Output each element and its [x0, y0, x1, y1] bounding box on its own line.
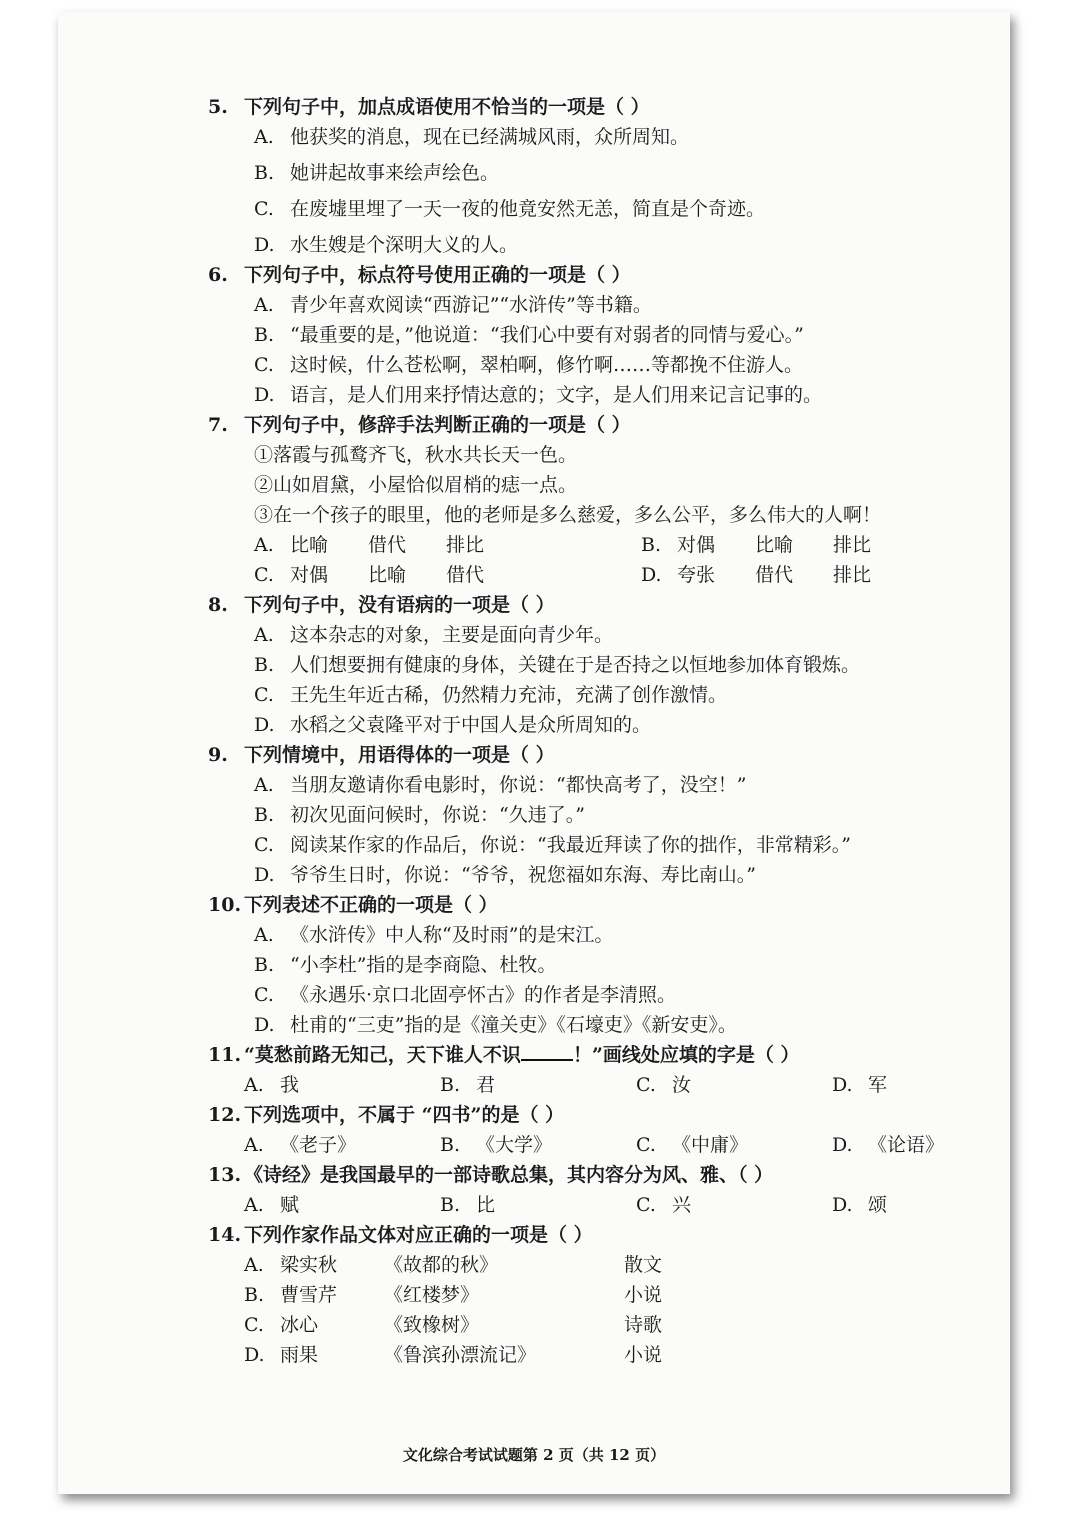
option-label: C.: [254, 984, 274, 1006]
question-8: [208, 590, 1028, 740]
option-a: [208, 290, 1028, 320]
option-term: 比喻: [290, 534, 329, 556]
option-label: C.: [254, 834, 274, 856]
option-b: [440, 1190, 636, 1220]
option-term: 借代: [368, 534, 407, 556]
question-stem: 下列选项中，不属于 “四书”的是（ ）: [244, 1104, 565, 1126]
option-c: [254, 560, 641, 590]
option-label: D.: [641, 564, 662, 586]
option-term: 排比: [446, 534, 485, 556]
option-genre: 小说: [624, 1344, 663, 1366]
option-a: [208, 620, 1028, 650]
question-12: [208, 1100, 1028, 1160]
option-a: [244, 1130, 440, 1160]
option-term: 夸张: [677, 564, 716, 586]
option-genre: 散文: [624, 1254, 663, 1276]
option-d: [208, 230, 1028, 260]
option-term: 排比: [833, 564, 872, 586]
option-d: [208, 710, 1028, 740]
option-text: 在废墟里埋了一天一夜的他竟安然无恙，简直是个奇迹。: [290, 198, 766, 220]
option-label: B.: [254, 654, 275, 676]
question-number: 12.: [208, 1104, 242, 1126]
question-number: 11.: [208, 1044, 242, 1066]
option-b: [208, 800, 1028, 830]
question-stem: 下列表述不正确的一项是（ ）: [244, 894, 498, 916]
option-text: 青少年喜欢阅读“西游记”“水浒传”等书籍。: [290, 294, 652, 316]
option-label: A.: [244, 1254, 264, 1276]
question-number: 5.: [208, 96, 228, 118]
option-text: 《大学》: [476, 1134, 553, 1156]
question-5: [208, 92, 1028, 260]
option-term: 比喻: [755, 534, 794, 556]
fill-blank-line: [521, 1041, 573, 1061]
option-text: 水稻之父袁隆平对于中国人是众所周知的。: [290, 714, 652, 736]
option-d: [208, 380, 1028, 410]
option-text: 《永遇乐·京口北固亭怀古》的作者是李清照。: [290, 984, 677, 1006]
option-work: 《鲁滨孙漂流记》: [384, 1344, 537, 1366]
option-work: 《红楼梦》: [384, 1284, 480, 1306]
option-text: 这本杂志的对象，主要是面向青少年。: [290, 624, 614, 646]
page-footer: 文化综合考试试题第 2 页（共 12 页）: [402, 1446, 666, 1464]
option-text: 他获奖的消息，现在已经满城风雨，众所周知。: [290, 126, 690, 148]
option-label: A.: [244, 1074, 264, 1096]
option-c: [636, 1190, 832, 1220]
question-stem: 下列句子中，修辞手法判断正确的一项是（ ）: [244, 414, 631, 436]
option-label: C.: [254, 198, 274, 220]
option-label: C.: [254, 564, 274, 586]
option-text: 我: [280, 1074, 300, 1096]
question-number: 7.: [208, 414, 228, 436]
option-term: 排比: [833, 534, 872, 556]
option-term: 比喻: [368, 564, 407, 586]
option-a: [254, 530, 641, 560]
question-number: 10.: [208, 894, 242, 916]
option-label: D.: [254, 864, 275, 886]
option-c: [208, 980, 1028, 1010]
question-number: 9.: [208, 744, 228, 766]
option-label: A.: [244, 1134, 264, 1156]
option-a: [244, 1070, 440, 1100]
option-label: B.: [254, 954, 275, 976]
question-area: [208, 92, 1028, 1452]
option-label: B.: [254, 324, 275, 346]
option-text: 《老子》: [280, 1134, 357, 1156]
question-stem: 下列情境中，用语得体的一项是（ ）: [244, 744, 555, 766]
option-label: A.: [254, 126, 274, 148]
option-author: 冰心: [280, 1314, 319, 1336]
option-term: 对偶: [677, 534, 716, 556]
stem-part: ！”画线处应填的字是（ ）: [572, 1044, 800, 1066]
question-9: [208, 740, 1028, 890]
question-number: 6.: [208, 264, 228, 286]
option-term: 借代: [755, 564, 794, 586]
option-text: 她讲起故事来绘声绘色。: [290, 162, 500, 184]
option-a: [244, 1190, 440, 1220]
stem-part: “莫愁前路无知己，天下谁人不识: [244, 1044, 521, 1066]
option-c: [208, 194, 1028, 224]
option-label: B.: [440, 1194, 461, 1216]
option-c: [208, 830, 1028, 860]
option-author: 梁实秋: [280, 1254, 338, 1276]
question-10: [208, 890, 1028, 1040]
option-text: 《论语》: [868, 1134, 945, 1156]
option-work: 《故都的秋》: [384, 1254, 499, 1276]
option-text: 初次见面问候时，你说：“久违了。”: [290, 804, 585, 826]
option-d: [832, 1190, 1028, 1220]
sentence-3: ③在一个孩子的眼里，他的老师是多么慈爱，多么公平，多么伟大的人啊！: [254, 504, 882, 526]
option-text: 阅读某作家的作品后，你说：“我最近拜读了你的拙作，非常精彩。”: [290, 834, 851, 856]
option-b: [641, 530, 1028, 560]
options-row: [208, 530, 1028, 560]
question-stem: 下列句子中，没有语病的一项是（ ）: [244, 594, 555, 616]
option-genre: 诗歌: [624, 1314, 663, 1336]
option-label: A.: [254, 624, 274, 646]
question-stem: 下列句子中，标点符号使用正确的一项是（ ）: [244, 264, 631, 286]
option-label: C.: [636, 1194, 656, 1216]
option-text: 王先生年近古稀，仍然精力充沛，充满了创作激情。: [290, 684, 728, 706]
option-label: A.: [254, 924, 274, 946]
option-label: C.: [254, 684, 274, 706]
option-text: 君: [476, 1074, 496, 1096]
option-c: [208, 1310, 1028, 1340]
option-b: [208, 650, 1028, 680]
question-14: [208, 1220, 1028, 1370]
option-label: D.: [254, 234, 275, 256]
option-label: A.: [254, 294, 274, 316]
option-b: [208, 320, 1028, 350]
option-c: [208, 350, 1028, 380]
option-d: [208, 1010, 1028, 1040]
option-label: D.: [254, 384, 275, 406]
option-text: 爷爷生日时，你说：“爷爷，祝您福如东海、寿比南山。”: [290, 864, 756, 886]
option-label: B.: [254, 162, 275, 184]
question-6: [208, 260, 1028, 410]
option-c: [636, 1070, 832, 1100]
option-text: 颂: [868, 1194, 888, 1216]
question-13: [208, 1160, 1028, 1220]
question-11: [208, 1040, 1028, 1100]
option-d: [832, 1130, 1028, 1160]
option-text: 当朋友邀请你看电影时，你说：“都快高考了，没空！”: [290, 774, 747, 796]
sentence-1: ①落霞与孤鹜齐飞，秋水共长天一色。: [254, 444, 578, 466]
option-text: 语言，是人们用来抒情达意的；文字，是人们用来记言记事的。: [290, 384, 823, 406]
option-label: C.: [254, 354, 274, 376]
question-stem: 《诗经》是我国最早的一部诗歌总集，其内容分为风、雅、（ ）: [244, 1164, 774, 1186]
option-b: [208, 950, 1028, 980]
option-label: B.: [254, 804, 275, 826]
option-author: 曹雪芹: [280, 1284, 338, 1306]
option-label: B.: [244, 1284, 265, 1306]
option-label: A.: [244, 1194, 264, 1216]
option-text: 汝: [672, 1074, 692, 1096]
option-d: [208, 860, 1028, 890]
option-text: 杜甫的“三吏”指的是《潼关吏》《石壕吏》《新安吏》。: [290, 1014, 737, 1036]
question-7: [208, 410, 1028, 590]
option-label: C.: [244, 1314, 264, 1336]
option-d: [208, 1340, 1028, 1370]
option-a: [208, 122, 1028, 152]
option-a: [208, 770, 1028, 800]
option-label: D.: [832, 1194, 853, 1216]
option-label: B.: [440, 1134, 461, 1156]
option-text: “最重要的是，”他说道：“我们心中要有对弱者的同情与爱心。”: [290, 324, 804, 346]
option-term: 借代: [446, 564, 485, 586]
options-row: [208, 560, 1028, 590]
option-text: 水生嫂是个深明大义的人。: [290, 234, 519, 256]
option-work: 《致橡树》: [384, 1314, 480, 1336]
option-genre: 小说: [624, 1284, 663, 1306]
option-text: 人们想要拥有健康的身体，关键在于是否持之以恒地参加体育锻炼。: [290, 654, 861, 676]
option-d: [832, 1070, 1028, 1100]
option-text: 《中庸》: [672, 1134, 749, 1156]
option-label: B.: [641, 534, 662, 556]
option-c: [208, 680, 1028, 710]
option-author: 雨果: [280, 1344, 319, 1366]
option-a: [208, 1250, 1028, 1280]
option-label: D.: [244, 1344, 265, 1366]
question-number: 14.: [208, 1224, 242, 1246]
option-b: [440, 1130, 636, 1160]
question-stem: 下列作家作品文体对应正确的一项是（ ）: [244, 1224, 593, 1246]
option-b: [208, 158, 1028, 188]
option-text: “小李杜”指的是李商隐、杜牧。: [290, 954, 557, 976]
option-label: A.: [254, 534, 274, 556]
options-row: [208, 1190, 1028, 1220]
question-stem: 下列句子中，加点成语使用不恰当的一项是（ ）: [244, 96, 650, 118]
option-label: B.: [440, 1074, 461, 1096]
question-number: 8.: [208, 594, 228, 616]
option-text: 军: [868, 1074, 888, 1096]
question-stem: [244, 1040, 799, 1070]
option-term: 对偶: [290, 564, 329, 586]
option-text: 《水浒传》中人称“及时雨”的是宋江。: [290, 924, 614, 946]
option-b: [208, 1280, 1028, 1310]
option-text: 赋: [280, 1194, 300, 1216]
question-number: 13.: [208, 1164, 242, 1186]
option-label: C.: [636, 1074, 656, 1096]
option-text: 兴: [672, 1194, 692, 1216]
options-row: [208, 1130, 1028, 1160]
option-label: A.: [254, 774, 274, 796]
options-row: [208, 1070, 1028, 1100]
option-c: [636, 1130, 832, 1160]
option-label: C.: [636, 1134, 656, 1156]
exam-page: [58, 12, 1010, 1494]
option-label: D.: [832, 1134, 853, 1156]
sentence-2: ②山如眉黛，小屋恰似眉梢的痣一点。: [254, 474, 578, 496]
option-label: D.: [254, 714, 275, 736]
option-label: D.: [254, 1014, 275, 1036]
option-b: [440, 1070, 636, 1100]
option-a: [208, 920, 1028, 950]
option-text: 这时候，什么苍松啊，翠柏啊，修竹啊……等都挽不住游人。: [290, 354, 804, 376]
option-label: D.: [832, 1074, 853, 1096]
option-text: 比: [476, 1194, 496, 1216]
option-d: [641, 560, 1028, 590]
